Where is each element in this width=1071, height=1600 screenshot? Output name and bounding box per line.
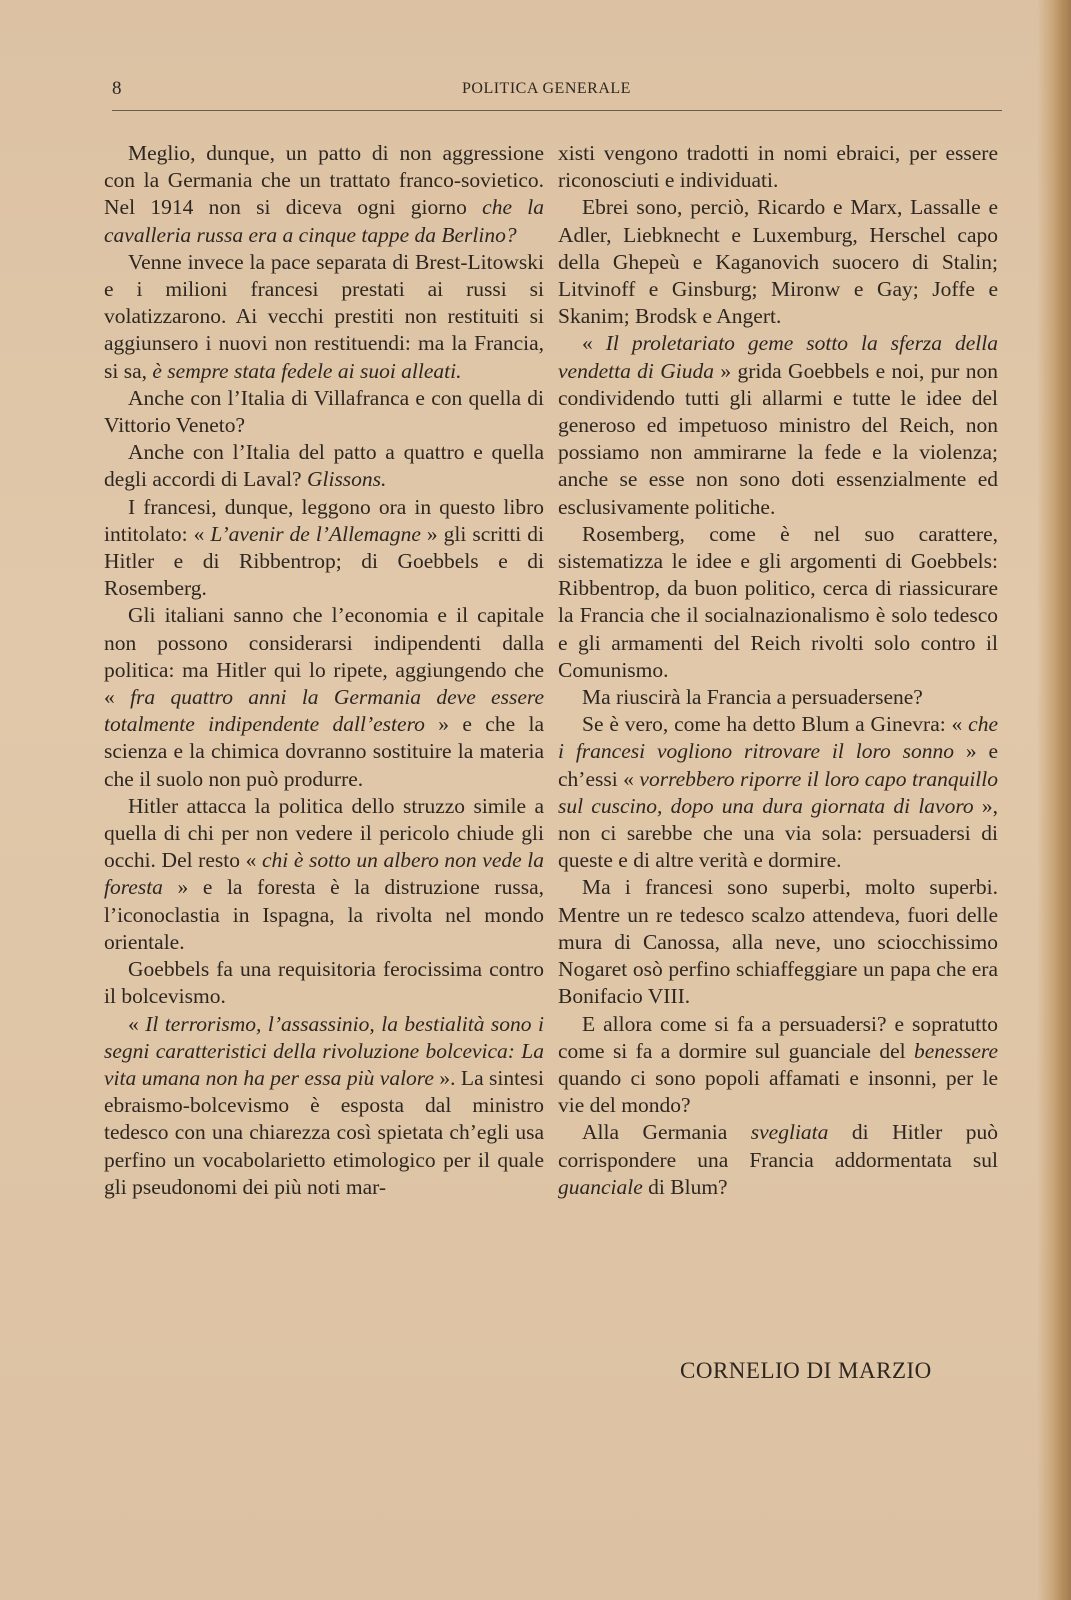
paragraph [104,793,544,956]
paragraph [104,249,544,385]
text-run: » e che la scienza e la chimica dovranno sostituire la materia che il suolo non può produrre. [104,712,544,791]
paragraph [558,874,998,1010]
text-run: I francesi, dunque, leggono ora in questo libro intitolato: « [104,494,544,546]
text-run: » gli scritti di Hitler e di Ribbentrop; di Goebbels e di Rosemberg. [104,521,544,601]
paragraph [558,521,998,684]
text-run: » e ch’essi « [558,739,998,791]
text-run: Alla Germania [582,1120,751,1145]
paragraph [104,385,544,439]
italic-text: chi è sotto un albero non vede la foresta [104,848,544,900]
text-run: Goebbels fa una requisitoria ferocissima contro il bolcevismo. [104,957,544,1009]
paragraph [104,602,544,792]
paragraph [558,1011,998,1120]
text-run: « [128,1011,146,1036]
text-run: » grida Goebbels e noi, pur non condividendo tutti gli allarmi e tutte le idee del generoso ed impetuoso ministro del Reich, non possiamo non ammirarne la fede e la violenza; anche se esse non sono doti essenzialmente ed esclusivamente politiche. [558,358,998,519]
text-run: ». La sintesi ebraismo-bolcevismo è esposta dal ministro tedesco con una chiarezza così spietata ch’egli usa perfino un vocabolarietto etimologico per il quale gli pseudonomi dei più noti mar- [104,1065,545,1199]
text-run: di Blum? [642,1174,728,1199]
paragraph [558,684,998,711]
running-head: POLITICA GENERALE [462,80,631,97]
right-column [558,140,998,1201]
text-run: Ma i francesi sono superbi, molto superbi. Mentre un re tedesco scalzo attendeva, fuori delle mura di Canossa, alla neve, uno sciocchissimo Nogaret osò perfino schiaffeggiare un papa che era Bonifacio VIII. [558,875,998,1009]
italic-text: svegliata [750,1120,829,1145]
text-run: Gli italiani sanno che l’economia e il capitale non possono considerarsi indipendenti dalla politica: ma Hitler qui lo ripete, aggiungendo che « [104,603,544,710]
italic-text: L’avenir de l’Allemagne [210,521,421,546]
italic-text: che la cavalleria russa era a cinque tappe da Berlino? [104,195,545,247]
italic-text: Glissons. [306,467,387,492]
author-signature: CORNELIO DI MARZIO [680,1358,932,1383]
paragraph [104,956,544,1010]
page-number: 8 [112,78,122,99]
paragraph [558,711,998,874]
italic-text: Il proletariato geme sotto la sferza della vendetta di Giuda [558,331,999,383]
text-run: xisti vengono tradotti in nomi ebraici, per essere riconosciuti e individuati. [558,141,998,193]
left-column [104,140,544,1201]
italic-text: fra quattro anni la Germania deve essere totalmente indipendente dall’estero [104,685,544,737]
paragraph [104,1011,544,1201]
text-run: Anche con l’Italia del patto a quattro e quella degli accordi di Laval? [104,440,544,492]
paragraph [558,140,998,194]
text-run: Ma riuscirà la Francia a persuadersene? [582,685,923,710]
paragraph [104,494,544,603]
text-run: Rosemberg, come è nel suo carattere, sistematizza le idee e gli argomenti di Goebbels: Ribbentrop, da buon politico, cerca di riassicurare la Francia che il socialnazionalismo è solo tedesco e gli armamenti del Reich rivolti solo contro il Comunismo. [558,521,998,682]
text-run: Meglio, dunque, un patto di non aggressione con la Germania che un trattato franco-sovietico. Nel 1914 non si diceva ogni giorno [104,141,544,220]
text-run: », non ci sarebbe che una via sola: persuadersi di queste e di altre verità e dormire. [558,793,998,873]
italic-text: vorrebbero riporre il loro capo tranquillo sul cuscino, dopo una dura giornata di lavoro [558,766,999,818]
text-run: « [582,331,606,356]
paragraph [558,194,998,330]
text-run: » e la foresta è la distruzione russa, l’iconoclastia in Ispagna, la rivolta nel mondo orientale. [104,875,544,954]
italic-text: Il terrorismo, l’assassinio, la bestialità sono i segni caratteristici della rivoluzione bolcevica: La vita umana non ha per essa più valore [104,1011,544,1090]
italic-text: è sempre stata fedele ai suoi alleati. [152,358,462,383]
text-run: di Hitler può corrispondere una Francia addormentata sul [558,1120,998,1172]
text-run: Ebrei sono, perciò, Ricardo e Marx, Lassalle e Adler, Liebknecht e Luxemburg, Herschel capo della Ghepeù e Kaganovich suocero di Stalin; Litvinoff e Ginsburg; Mironw e Gay; Joffe e Skanim; Brodsk e Angert. [558,195,998,329]
text-run: Anche con l’Italia di Villafranca e con quella di Vittorio Veneto? [104,385,544,438]
paragraph [104,140,544,249]
text-run: E allora come si fa a persuadersi? e sopratutto come si fa a dormire sul guanciale del [558,1011,998,1063]
italic-text: guanciale [558,1174,643,1199]
text-run: Se è vero, come ha detto Blum a Ginevra: « [582,712,969,737]
italic-text: benessere [914,1038,998,1063]
header-rule [112,110,1002,111]
paragraph [558,330,998,520]
text-run: Hitler attacca la politica dello struzzo simile a quella di chi per non vedere il pericolo chiude gli occhi. Del resto « [104,793,544,873]
text-run: Venne invece la pace separata di Brest-Litowski e i milioni francesi prestati ai russi si volatizzarono. Ai vecchi prestiti non restituiti si aggiunsero i nuovi non restituendi: ma la Francia, si sa, [104,249,544,383]
paragraph [104,439,544,493]
italic-text: che i francesi vogliono ritrovare il loro sonno [558,712,998,764]
text-run: quando ci sono popoli affamati e insonni, per le vie del mondo? [558,1065,998,1118]
paragraph [558,1119,998,1201]
page-edge-shadow [1037,0,1071,1600]
